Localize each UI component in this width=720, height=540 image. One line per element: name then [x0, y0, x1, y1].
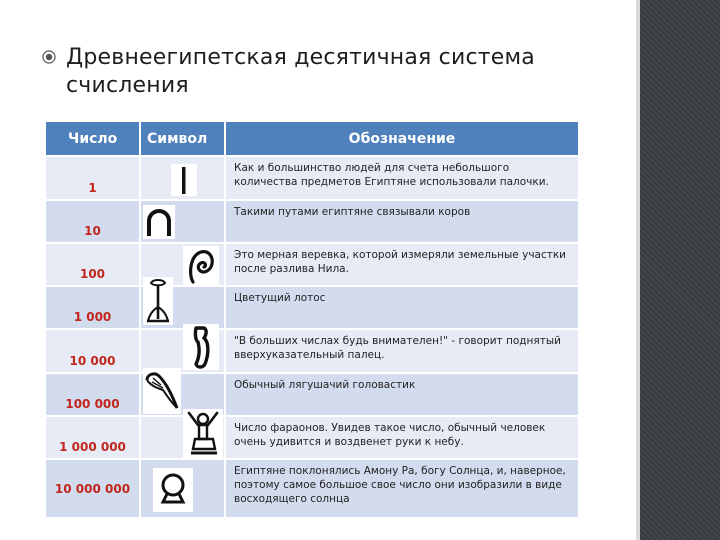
finger-glyph-icon: [183, 324, 219, 370]
heh-god-glyph-icon: [183, 409, 223, 459]
table-row: [46, 200, 578, 243]
coiled-rope-glyph-icon: [183, 246, 219, 286]
header-number: Число: [46, 122, 140, 156]
symbol-cell: [140, 416, 225, 459]
table-row: [46, 286, 578, 329]
description-cell: Египтяне поклонялись Амону Ра, богу Солнца, и, наверное, поэтому самое большое свое число они изобразили в виде восходящего солнца: [225, 459, 578, 517]
symbol-cell: [140, 200, 225, 243]
description-cell: "В больших числах будь внимателен!" - говорит поднятый вверхуказательный палец.: [225, 329, 578, 373]
table-row: [46, 459, 578, 517]
table-row: [46, 156, 578, 200]
slide-title: Древнеегипетская десятичная система счисления: [66, 45, 535, 98]
number-cell: 100 000: [46, 373, 140, 416]
description-cell: Это мерная веревка, которой измеряли земельные участки после разлива Нила.: [225, 243, 578, 286]
symbol-cell: [140, 459, 225, 517]
number-cell: 10: [46, 200, 140, 243]
number-cell: 10 000 000: [46, 459, 140, 517]
heel-bone-glyph-icon: [143, 205, 175, 239]
numeral-table: [46, 122, 578, 517]
header-description: Обозначение: [225, 122, 578, 156]
table-row: [46, 329, 578, 373]
decorative-sidebar: [640, 0, 720, 540]
symbol-cell: [140, 286, 225, 329]
table-header-row: [46, 122, 578, 156]
symbol-cell: [140, 156, 225, 200]
number-cell: 100: [46, 243, 140, 286]
description-cell: Цветущий лотос: [225, 286, 578, 329]
table-row: [46, 373, 578, 416]
number-cell: 1 000: [46, 286, 140, 329]
stroke-glyph-icon: [171, 164, 197, 196]
number-cell: 1 000 000: [46, 416, 140, 459]
number-cell: 10 000: [46, 329, 140, 373]
slide-heading: [42, 44, 622, 100]
lotus-glyph-icon: [143, 277, 173, 325]
description-cell: Такими путами египтяне связывали коров: [225, 200, 578, 243]
symbol-cell: [140, 329, 225, 373]
tadpole-glyph-icon: [143, 368, 181, 414]
bullet-circle-icon: [42, 50, 56, 64]
number-cell: 1: [46, 156, 140, 200]
table-row: [46, 243, 578, 286]
table-row: [46, 416, 578, 459]
description-cell: Число фараонов. Увидев такое число, обычный человек очень удивится и воздвенет руки к небу.: [225, 416, 578, 459]
shen-ring-glyph-icon: [153, 468, 193, 512]
description-cell: Обычный лягушачий головастик: [225, 373, 578, 416]
header-symbol: Символ: [140, 122, 225, 156]
description-cell: Как и большинство людей для счета небольшого количества предметов Египтяне использовали палочки.: [225, 156, 578, 200]
